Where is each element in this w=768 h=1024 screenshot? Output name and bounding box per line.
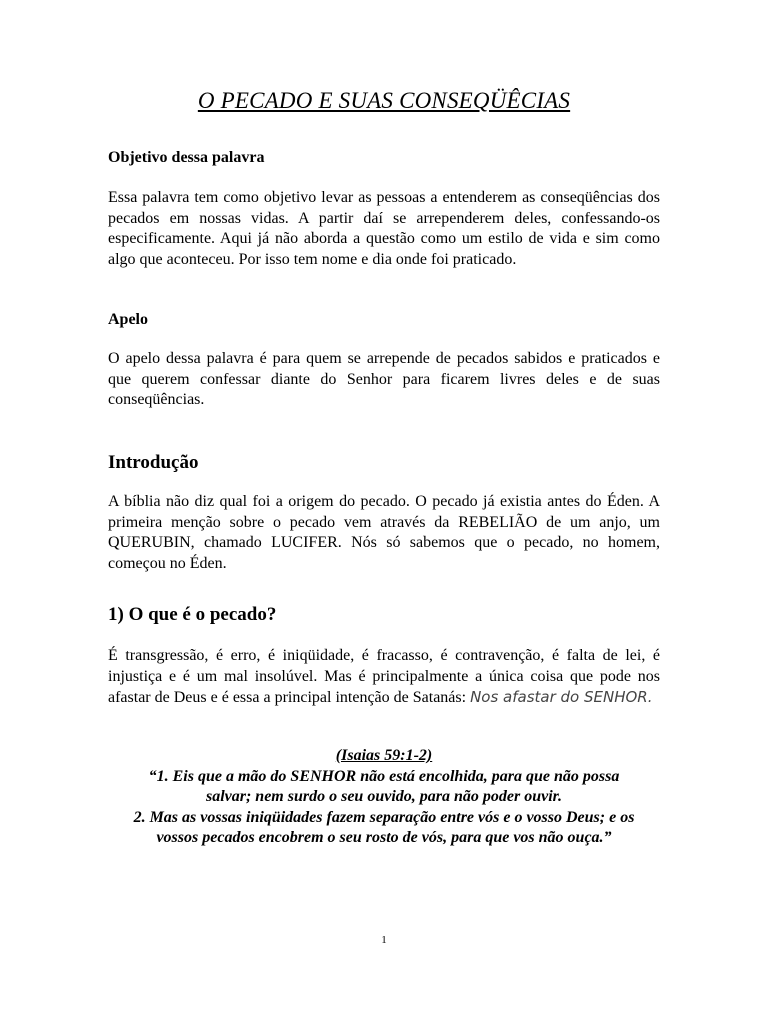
- section-1-text: É transgressão, é erro, é iniqüidade, é fracasso, é contravenção, é falta de lei, é injustiça e é um mal insolúvel. Mas é principalmente a única coisa que pode nos afastar de Deus e é essa a principal intenção de Satanás:: [108, 647, 660, 707]
- bible-verse-block: [96, 746, 672, 849]
- document-title: O PECADO E SUAS CONSEQÜÊCIAS: [197, 88, 571, 113]
- verse-line: vossos pecados encobrem o seu rosto de vós, para que vos não ouça.”: [156, 829, 612, 847]
- section-1-paragraph: [108, 646, 660, 709]
- introduction-paragraph: A bíblia não diz qual foi a origem do pecado. O pecado já existia antes do Éden. A primeira menção sobre o pecado vem através da REBELIÃO de um anjo, um QUERUBIN, chamado LUCIFER. Nós só sabemos que o pecado, no homem, começou no Éden.: [108, 493, 660, 572]
- verse-line: “1. Eis que a mão do SENHOR não está encolhida, para que não possa: [148, 767, 620, 785]
- introduction-heading: Introdução: [108, 452, 199, 473]
- verse-line: 2. Mas as vossas iniqüidades fazem separação entre vós e o vosso Deus; e os: [133, 808, 635, 826]
- section-1-italic-text: Nos afastar do SENHOR.: [470, 688, 653, 707]
- objective-heading: Objetivo dessa palavra: [108, 149, 265, 166]
- appeal-heading: Apelo: [108, 311, 148, 328]
- verse-line: salvar; nem surdo o seu ouvido, para não poder ouvir.: [205, 788, 563, 806]
- objective-paragraph: Essa palavra tem como objetivo levar as pessoas a entenderem as conseqüências dos pecados em nossas vidas. A partir daí se arrependerem deles, confessando-os especificamente. Aqui já não aborda a questão como um estilo de vida e sim como algo que aconteceu. Por isso tem nome e dia onde foi praticado.: [108, 189, 660, 268]
- verse-reference: (Isaias 59:1-2): [335, 747, 433, 764]
- section-1-heading: 1) O que é o pecado?: [108, 604, 277, 625]
- page-number: 1: [381, 934, 387, 946]
- appeal-paragraph: O apelo dessa palavra é para quem se arrepende de pecados sabidos e praticados e que querem confessar diante do Senhor para ficarem livres deles e de suas conseqüências.: [108, 350, 660, 409]
